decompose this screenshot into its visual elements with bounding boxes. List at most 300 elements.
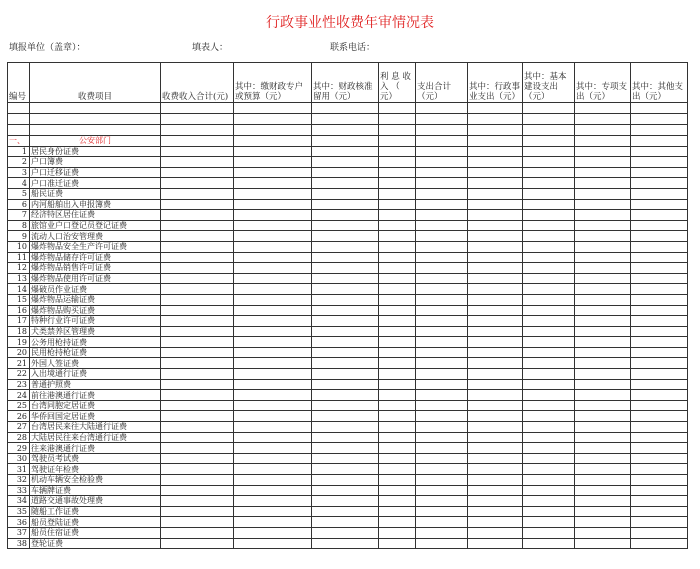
cell[interactable]	[575, 188, 631, 199]
cell[interactable]	[523, 347, 575, 358]
cell[interactable]	[379, 241, 416, 252]
cell[interactable]	[523, 506, 575, 517]
cell[interactable]	[575, 294, 631, 305]
cell[interactable]	[523, 443, 575, 454]
cell[interactable]	[161, 157, 234, 168]
cell[interactable]	[416, 464, 468, 475]
cell[interactable]	[416, 453, 468, 464]
cell[interactable]	[416, 475, 468, 486]
cell[interactable]	[416, 241, 468, 252]
cell[interactable]	[234, 125, 312, 136]
cell[interactable]	[312, 538, 379, 549]
cell[interactable]	[631, 125, 688, 136]
cell[interactable]	[468, 538, 523, 549]
cell[interactable]	[631, 379, 688, 390]
cell[interactable]	[575, 453, 631, 464]
cell[interactable]	[416, 252, 468, 263]
cell[interactable]	[416, 146, 468, 157]
cell[interactable]	[575, 369, 631, 380]
cell[interactable]	[523, 305, 575, 316]
cell[interactable]	[575, 273, 631, 284]
cell[interactable]	[161, 517, 234, 528]
cell[interactable]	[8, 103, 30, 114]
cell[interactable]	[416, 422, 468, 433]
cell[interactable]	[312, 178, 379, 189]
cell[interactable]	[468, 400, 523, 411]
cell[interactable]	[523, 157, 575, 168]
cell[interactable]	[575, 252, 631, 263]
cell[interactable]	[523, 400, 575, 411]
cell[interactable]	[631, 464, 688, 475]
cell[interactable]	[312, 517, 379, 528]
cell[interactable]	[379, 422, 416, 433]
cell[interactable]	[379, 114, 416, 125]
cell[interactable]	[523, 527, 575, 538]
cell[interactable]	[416, 443, 468, 454]
cell[interactable]	[523, 220, 575, 231]
cell[interactable]	[523, 326, 575, 337]
cell[interactable]	[416, 199, 468, 210]
cell[interactable]	[379, 305, 416, 316]
cell[interactable]	[416, 231, 468, 242]
cell[interactable]	[575, 432, 631, 443]
cell[interactable]	[379, 443, 416, 454]
cell[interactable]	[523, 178, 575, 189]
cell[interactable]	[379, 146, 416, 157]
cell[interactable]	[523, 453, 575, 464]
cell[interactable]	[161, 475, 234, 486]
cell[interactable]	[575, 305, 631, 316]
cell[interactable]	[575, 475, 631, 486]
cell[interactable]	[523, 464, 575, 475]
cell[interactable]	[416, 273, 468, 284]
cell[interactable]	[379, 125, 416, 136]
cell[interactable]	[468, 210, 523, 221]
cell[interactable]	[631, 453, 688, 464]
cell[interactable]	[379, 178, 416, 189]
cell[interactable]	[523, 432, 575, 443]
cell[interactable]	[379, 252, 416, 263]
cell[interactable]	[575, 347, 631, 358]
cell[interactable]	[161, 231, 234, 242]
cell[interactable]	[312, 136, 379, 147]
cell[interactable]	[575, 485, 631, 496]
cell[interactable]	[523, 496, 575, 507]
cell[interactable]	[312, 157, 379, 168]
cell[interactable]	[312, 475, 379, 486]
cell[interactable]	[312, 453, 379, 464]
cell[interactable]	[30, 103, 161, 114]
cell[interactable]	[416, 114, 468, 125]
cell[interactable]	[379, 453, 416, 464]
cell[interactable]	[379, 496, 416, 507]
cell[interactable]	[312, 252, 379, 263]
cell[interactable]	[631, 527, 688, 538]
cell[interactable]	[416, 506, 468, 517]
cell[interactable]	[161, 485, 234, 496]
cell[interactable]	[234, 146, 312, 157]
cell[interactable]	[234, 506, 312, 517]
cell[interactable]	[379, 316, 416, 327]
cell[interactable]	[468, 485, 523, 496]
cell[interactable]	[523, 114, 575, 125]
cell[interactable]	[468, 252, 523, 263]
cell[interactable]	[575, 199, 631, 210]
cell[interactable]	[379, 475, 416, 486]
cell[interactable]	[312, 103, 379, 114]
cell[interactable]	[468, 527, 523, 538]
cell[interactable]	[631, 400, 688, 411]
cell[interactable]	[379, 103, 416, 114]
cell[interactable]	[416, 517, 468, 528]
cell[interactable]	[575, 358, 631, 369]
cell[interactable]	[523, 136, 575, 147]
cell[interactable]	[234, 390, 312, 401]
cell[interactable]	[523, 252, 575, 263]
cell[interactable]	[631, 199, 688, 210]
cell[interactable]	[523, 337, 575, 348]
cell[interactable]	[234, 443, 312, 454]
cell[interactable]	[523, 379, 575, 390]
cell[interactable]	[312, 231, 379, 242]
cell[interactable]	[631, 316, 688, 327]
cell[interactable]	[416, 157, 468, 168]
cell[interactable]	[234, 485, 312, 496]
cell[interactable]	[416, 432, 468, 443]
cell[interactable]	[468, 178, 523, 189]
cell[interactable]	[416, 294, 468, 305]
cell[interactable]	[416, 136, 468, 147]
cell[interactable]	[8, 114, 30, 125]
cell[interactable]	[312, 379, 379, 390]
cell[interactable]	[234, 527, 312, 538]
cell[interactable]	[312, 146, 379, 157]
cell[interactable]	[416, 210, 468, 221]
cell[interactable]	[234, 432, 312, 443]
cell[interactable]	[379, 506, 416, 517]
cell[interactable]	[575, 231, 631, 242]
cell[interactable]	[523, 273, 575, 284]
cell[interactable]	[234, 231, 312, 242]
cell[interactable]	[161, 146, 234, 157]
cell[interactable]	[631, 178, 688, 189]
cell[interactable]	[575, 326, 631, 337]
cell[interactable]	[575, 400, 631, 411]
cell[interactable]	[379, 199, 416, 210]
cell[interactable]	[468, 136, 523, 147]
cell[interactable]	[468, 157, 523, 168]
cell[interactable]	[468, 188, 523, 199]
cell[interactable]	[523, 411, 575, 422]
cell[interactable]	[575, 114, 631, 125]
cell[interactable]	[161, 136, 234, 147]
cell[interactable]	[523, 316, 575, 327]
cell[interactable]	[468, 305, 523, 316]
cell[interactable]	[234, 263, 312, 274]
cell[interactable]	[379, 538, 416, 549]
cell[interactable]	[416, 220, 468, 231]
cell[interactable]	[468, 316, 523, 327]
cell[interactable]	[575, 146, 631, 157]
cell[interactable]	[416, 326, 468, 337]
cell[interactable]	[523, 485, 575, 496]
cell[interactable]	[631, 252, 688, 263]
cell[interactable]	[312, 114, 379, 125]
cell[interactable]	[379, 411, 416, 422]
cell[interactable]	[379, 379, 416, 390]
cell[interactable]	[312, 527, 379, 538]
cell[interactable]	[523, 125, 575, 136]
cell[interactable]	[468, 263, 523, 274]
cell[interactable]	[312, 263, 379, 274]
cell[interactable]	[234, 199, 312, 210]
cell[interactable]	[468, 432, 523, 443]
cell[interactable]	[161, 263, 234, 274]
cell[interactable]	[312, 369, 379, 380]
cell[interactable]	[468, 379, 523, 390]
cell[interactable]	[575, 210, 631, 221]
cell[interactable]	[379, 157, 416, 168]
cell[interactable]	[379, 347, 416, 358]
cell[interactable]	[523, 390, 575, 401]
cell[interactable]	[631, 432, 688, 443]
cell[interactable]	[161, 347, 234, 358]
cell[interactable]	[523, 188, 575, 199]
cell[interactable]	[468, 284, 523, 295]
cell[interactable]	[161, 411, 234, 422]
cell[interactable]	[234, 136, 312, 147]
cell[interactable]	[161, 326, 234, 337]
cell[interactable]	[312, 422, 379, 433]
cell[interactable]	[523, 199, 575, 210]
cell[interactable]	[468, 273, 523, 284]
cell[interactable]	[234, 347, 312, 358]
cell[interactable]	[161, 527, 234, 538]
cell[interactable]	[523, 422, 575, 433]
cell[interactable]	[631, 136, 688, 147]
cell[interactable]	[379, 369, 416, 380]
cell[interactable]	[575, 411, 631, 422]
cell[interactable]	[468, 231, 523, 242]
cell[interactable]	[575, 284, 631, 295]
cell[interactable]	[312, 294, 379, 305]
cell[interactable]	[631, 390, 688, 401]
cell[interactable]	[312, 432, 379, 443]
cell[interactable]	[161, 379, 234, 390]
cell[interactable]	[312, 241, 379, 252]
cell[interactable]	[379, 464, 416, 475]
cell[interactable]	[234, 294, 312, 305]
cell[interactable]	[161, 114, 234, 125]
cell[interactable]	[631, 422, 688, 433]
cell[interactable]	[523, 146, 575, 157]
cell[interactable]	[468, 337, 523, 348]
cell[interactable]	[575, 167, 631, 178]
cell[interactable]	[379, 273, 416, 284]
cell[interactable]	[312, 411, 379, 422]
cell[interactable]	[234, 422, 312, 433]
cell[interactable]	[234, 188, 312, 199]
cell[interactable]	[161, 316, 234, 327]
cell[interactable]	[379, 284, 416, 295]
cell[interactable]	[234, 284, 312, 295]
cell[interactable]	[416, 347, 468, 358]
cell[interactable]	[312, 400, 379, 411]
cell[interactable]	[631, 358, 688, 369]
cell[interactable]	[523, 263, 575, 274]
cell[interactable]	[631, 496, 688, 507]
cell[interactable]	[575, 422, 631, 433]
cell[interactable]	[523, 167, 575, 178]
cell[interactable]	[379, 400, 416, 411]
cell[interactable]	[379, 294, 416, 305]
cell[interactable]	[631, 241, 688, 252]
cell[interactable]	[416, 305, 468, 316]
cell[interactable]	[312, 316, 379, 327]
cell[interactable]	[416, 263, 468, 274]
cell[interactable]	[379, 485, 416, 496]
cell[interactable]	[468, 347, 523, 358]
cell[interactable]	[631, 506, 688, 517]
cell[interactable]	[161, 294, 234, 305]
cell[interactable]	[234, 178, 312, 189]
cell[interactable]	[416, 379, 468, 390]
cell[interactable]	[312, 199, 379, 210]
cell[interactable]	[161, 188, 234, 199]
cell[interactable]	[312, 496, 379, 507]
cell[interactable]	[312, 443, 379, 454]
cell[interactable]	[312, 464, 379, 475]
cell[interactable]	[161, 241, 234, 252]
cell[interactable]	[416, 167, 468, 178]
cell[interactable]	[631, 210, 688, 221]
cell[interactable]	[575, 178, 631, 189]
cell[interactable]	[234, 496, 312, 507]
cell[interactable]	[416, 316, 468, 327]
cell[interactable]	[416, 188, 468, 199]
cell[interactable]	[416, 178, 468, 189]
cell[interactable]	[523, 358, 575, 369]
cell[interactable]	[234, 358, 312, 369]
cell[interactable]	[416, 538, 468, 549]
cell[interactable]	[631, 157, 688, 168]
cell[interactable]	[379, 517, 416, 528]
cell[interactable]	[523, 538, 575, 549]
cell[interactable]	[234, 305, 312, 316]
cell[interactable]	[468, 114, 523, 125]
cell[interactable]	[468, 167, 523, 178]
cell[interactable]	[416, 400, 468, 411]
cell[interactable]	[523, 210, 575, 221]
cell[interactable]	[631, 103, 688, 114]
cell[interactable]	[575, 390, 631, 401]
cell[interactable]	[161, 125, 234, 136]
cell[interactable]	[161, 506, 234, 517]
cell[interactable]	[379, 527, 416, 538]
cell[interactable]	[234, 337, 312, 348]
cell[interactable]	[234, 241, 312, 252]
cell[interactable]	[379, 220, 416, 231]
cell[interactable]	[379, 210, 416, 221]
cell[interactable]	[523, 231, 575, 242]
cell[interactable]	[234, 167, 312, 178]
cell[interactable]	[631, 231, 688, 242]
cell[interactable]	[575, 103, 631, 114]
cell[interactable]	[379, 390, 416, 401]
cell[interactable]	[379, 167, 416, 178]
cell[interactable]	[161, 443, 234, 454]
cell[interactable]	[631, 263, 688, 274]
cell[interactable]	[416, 390, 468, 401]
cell[interactable]	[161, 305, 234, 316]
cell[interactable]	[631, 485, 688, 496]
cell[interactable]	[416, 485, 468, 496]
cell[interactable]	[312, 210, 379, 221]
cell[interactable]	[575, 263, 631, 274]
cell[interactable]	[468, 326, 523, 337]
cell[interactable]	[523, 103, 575, 114]
cell[interactable]	[468, 443, 523, 454]
cell[interactable]	[234, 252, 312, 263]
cell[interactable]	[161, 496, 234, 507]
cell[interactable]	[468, 517, 523, 528]
cell[interactable]	[312, 506, 379, 517]
cell[interactable]	[161, 390, 234, 401]
cell[interactable]	[416, 358, 468, 369]
cell[interactable]	[575, 316, 631, 327]
cell[interactable]	[468, 390, 523, 401]
cell[interactable]	[161, 358, 234, 369]
cell[interactable]	[234, 326, 312, 337]
cell[interactable]	[234, 379, 312, 390]
cell[interactable]	[575, 220, 631, 231]
cell[interactable]	[379, 432, 416, 443]
cell[interactable]	[234, 411, 312, 422]
cell[interactable]	[379, 337, 416, 348]
cell[interactable]	[523, 284, 575, 295]
cell[interactable]	[416, 527, 468, 538]
cell[interactable]	[312, 485, 379, 496]
cell[interactable]	[161, 252, 234, 263]
cell[interactable]	[631, 146, 688, 157]
cell[interactable]	[416, 496, 468, 507]
cell[interactable]	[30, 125, 161, 136]
cell[interactable]	[468, 358, 523, 369]
cell[interactable]	[161, 453, 234, 464]
cell[interactable]	[631, 188, 688, 199]
cell[interactable]	[161, 422, 234, 433]
cell[interactable]	[234, 157, 312, 168]
cell[interactable]	[468, 146, 523, 157]
cell[interactable]	[468, 369, 523, 380]
cell[interactable]	[468, 294, 523, 305]
cell[interactable]	[468, 125, 523, 136]
cell[interactable]	[312, 326, 379, 337]
cell[interactable]	[312, 337, 379, 348]
cell[interactable]	[161, 273, 234, 284]
cell[interactable]	[631, 443, 688, 454]
cell[interactable]	[379, 136, 416, 147]
cell[interactable]	[234, 475, 312, 486]
cell[interactable]	[575, 443, 631, 454]
cell[interactable]	[468, 506, 523, 517]
cell[interactable]	[234, 273, 312, 284]
cell[interactable]	[468, 453, 523, 464]
cell[interactable]	[631, 337, 688, 348]
cell[interactable]	[312, 167, 379, 178]
cell[interactable]	[379, 231, 416, 242]
cell[interactable]	[631, 475, 688, 486]
